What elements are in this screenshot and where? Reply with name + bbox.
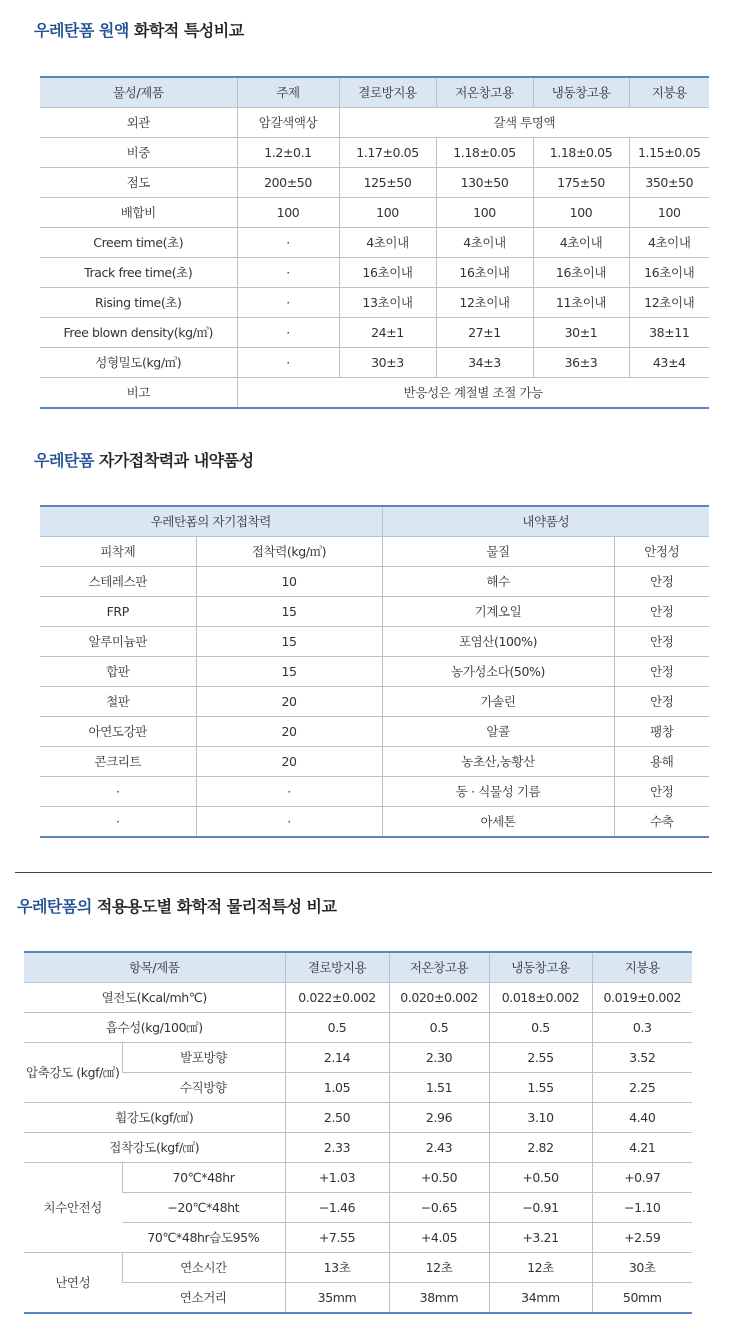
cell: 해수 [382,566,614,596]
cell: 100 [436,197,533,227]
cell: 0.020±0.002 [389,982,489,1012]
cell: 안정 [614,686,709,716]
cell: +0.50 [389,1162,489,1192]
table-row [24,1222,692,1252]
cell: 24±1 [339,317,436,347]
cell: 30초 [592,1252,692,1282]
table-row [40,686,709,716]
cell: 안정 [614,656,709,686]
cell: 15 [196,626,382,656]
cell: 알루미늄판 [40,626,196,656]
cell: 100 [533,197,629,227]
sub-header: 물질 [382,536,614,566]
cell: 4.40 [592,1102,692,1132]
cell: 175±50 [533,167,629,197]
row-label-note: 비고 [40,377,237,408]
cell: 1.2±0.1 [237,137,339,167]
cell: 34±3 [436,347,533,377]
cell: 15 [196,656,382,686]
cell: 3.52 [592,1042,692,1072]
cell: 3.10 [489,1102,592,1132]
cell: · [237,317,339,347]
cell: 0.022±0.002 [285,982,389,1012]
cell: +3.21 [489,1222,592,1252]
cell: 20 [196,686,382,716]
cell: 1.05 [285,1072,389,1102]
cell: 4초이내 [533,227,629,257]
cell: 34mm [489,1282,592,1313]
cell: 4초이내 [436,227,533,257]
sub-header: 안정성 [614,536,709,566]
cell: 13초이내 [339,287,436,317]
cell: · [237,347,339,377]
row-label: 휨강도(kgf/㎠) [24,1102,285,1132]
row-label: 접착강도(kgf/㎠) [24,1132,285,1162]
cell: 콘크리트 [40,746,196,776]
sub-header: 접착력(kg/㎥) [196,536,382,566]
cell: 30±1 [533,317,629,347]
cell: −0.91 [489,1192,592,1222]
cell: 50mm [592,1282,692,1313]
cell: 13초 [285,1252,389,1282]
header-cell: 항목/제품 [24,952,285,982]
cell: 4.21 [592,1132,692,1162]
header-cell: 냉동창고용 [489,952,592,982]
table-row [24,982,692,1012]
adhesion-chemical-resistance-table [40,505,709,838]
row-label: 발포방향 [122,1042,285,1072]
header-cell: 주제 [237,77,339,107]
table-row [40,137,709,167]
cell: 4초이내 [629,227,709,257]
table-row [40,167,709,197]
header-cell: 결로방지용 [339,77,436,107]
group-label-dimensional: 치수안전성 [24,1162,122,1252]
header-cell: 저온창고용 [389,952,489,982]
cell: 12초이내 [629,287,709,317]
cell: 38±11 [629,317,709,347]
cell: · [237,287,339,317]
row-label: Creem time(초) [40,227,237,257]
cell: 수축 [614,806,709,837]
cell: 2.33 [285,1132,389,1162]
row-label: 성형밀도(kg/㎥) [40,347,237,377]
header-cell: 물성/제품 [40,77,237,107]
cell: 안정 [614,776,709,806]
cell: 0.019±0.002 [592,982,692,1012]
cell: 15 [196,596,382,626]
sub-header: 피착제 [40,536,196,566]
group-header-chemical: 내약품성 [382,506,709,536]
cell: 0.018±0.002 [489,982,592,1012]
cell: 아연도강판 [40,716,196,746]
cell: 43±4 [629,347,709,377]
row-label: 연소시간 [122,1252,285,1282]
cell: 2.25 [592,1072,692,1102]
table-row [40,626,709,656]
group-header-adhesion: 우레탄폼의 자기접착력 [40,506,382,536]
cell: · [196,776,382,806]
cell: +7.55 [285,1222,389,1252]
table-row [24,1192,692,1222]
section-title-adhesion-chemical: 우레탄폼 자가접착력과 내약품성 [34,451,254,470]
cell: 35mm [285,1282,389,1313]
table-row [24,1042,692,1072]
cell: 10 [196,566,382,596]
header-cell: 저온창고용 [436,77,533,107]
table-row [40,227,709,257]
cell: 16초이내 [339,257,436,287]
cell: 16초이내 [533,257,629,287]
table-row [40,287,709,317]
table-row [24,1012,692,1042]
table-row [40,257,709,287]
cell: 2.30 [389,1042,489,1072]
header-cell: 결로방지용 [285,952,389,982]
cell: +0.50 [489,1162,592,1192]
cell: 2.43 [389,1132,489,1162]
row-label: 70℃*48hr습도95% [122,1222,285,1252]
appearance-main: 암갈색액상 [237,107,339,137]
table-row [24,1162,692,1192]
cell: 1.51 [389,1072,489,1102]
table-row [24,1282,692,1313]
cell: 2.82 [489,1132,592,1162]
cell: 용해 [614,746,709,776]
cell: · [40,776,196,806]
cell: 12초 [489,1252,592,1282]
cell: −0.65 [389,1192,489,1222]
cell: 100 [237,197,339,227]
cell: 1.15±0.05 [629,137,709,167]
cell: 아세톤 [382,806,614,837]
cell: 2.50 [285,1102,389,1132]
cell: +0.97 [592,1162,692,1192]
cell: 팽창 [614,716,709,746]
cell: 4초이내 [339,227,436,257]
table-row [40,716,709,746]
cell: 27±1 [436,317,533,347]
cell: 기계오일 [382,596,614,626]
section-title-raw-liquid: 우레탄폼 원액 화학적 특성비교 [34,21,244,40]
header-cell: 지붕용 [592,952,692,982]
row-label: 수직방향 [122,1072,285,1102]
cell: 100 [339,197,436,227]
cell: 1.17±0.05 [339,137,436,167]
cell: 농초산,농황산 [382,746,614,776]
cell: 16초이내 [436,257,533,287]
cell: 20 [196,716,382,746]
cell: 0.5 [389,1012,489,1042]
note-value: 반응성은 계절별 조절 가능 [237,377,709,408]
cell: −1.10 [592,1192,692,1222]
header-cell: 지붕용 [629,77,709,107]
cell: 안정 [614,566,709,596]
row-label-appearance: 외관 [40,107,237,137]
cell: +1.03 [285,1162,389,1192]
raw-liquid-chemical-table [40,76,709,409]
cell: · [196,806,382,837]
cell: 알콜 [382,716,614,746]
table-row [40,806,709,837]
group-label-compression: 압축강도 (kgf/㎠) [24,1042,122,1102]
table-row [40,596,709,626]
appearance-others: 갈색 투명액 [339,107,709,137]
cell: 1.18±0.05 [533,137,629,167]
cell: 2.96 [389,1102,489,1132]
cell: +4.05 [389,1222,489,1252]
cell: 2.55 [489,1042,592,1072]
cell: 합판 [40,656,196,686]
cell: 1.18±0.05 [436,137,533,167]
row-label: Free blown density(kg/㎥) [40,317,237,347]
cell: 125±50 [339,167,436,197]
group-label-flame: 난연성 [24,1252,122,1313]
cell: 100 [629,197,709,227]
row-label: 열전도(Kcal/mh℃) [24,982,285,1012]
table-row [24,1132,692,1162]
table-row [24,1252,692,1282]
header-cell: 냉동창고용 [533,77,629,107]
cell: −1.46 [285,1192,389,1222]
cell: +2.59 [592,1222,692,1252]
row-label: −20℃*48ht [122,1192,285,1222]
cell: 11초이내 [533,287,629,317]
cell: FRP [40,596,196,626]
cell: 안정 [614,596,709,626]
row-label: 배합비 [40,197,237,227]
table-row [24,1072,692,1102]
row-label: 점도 [40,167,237,197]
cell: 0.5 [489,1012,592,1042]
cell: 12초이내 [436,287,533,317]
table-row [40,656,709,686]
row-label: 비중 [40,137,237,167]
section-divider [15,872,712,873]
cell: 농가성소다(50%) [382,656,614,686]
cell: · [237,257,339,287]
cell: 200±50 [237,167,339,197]
application-properties-table [24,951,692,1314]
cell: 2.14 [285,1042,389,1072]
cell: 0.5 [285,1012,389,1042]
cell: 20 [196,746,382,776]
table-row [40,566,709,596]
cell: 12초 [389,1252,489,1282]
row-label: Rising time(초) [40,287,237,317]
row-label: 70℃*48hr [122,1162,285,1192]
cell: 동 · 식물성 기름 [382,776,614,806]
cell: 350±50 [629,167,709,197]
cell: 가솔린 [382,686,614,716]
cell: 16초이내 [629,257,709,287]
row-label: 연소거리 [122,1282,285,1313]
cell: · [40,806,196,837]
cell: 포염산(100%) [382,626,614,656]
table-row [40,317,709,347]
cell: 스테레스판 [40,566,196,596]
cell: 130±50 [436,167,533,197]
cell: 안정 [614,626,709,656]
table-row [24,1102,692,1132]
cell: · [237,227,339,257]
table-row [40,347,709,377]
cell: 36±3 [533,347,629,377]
cell: 1.55 [489,1072,592,1102]
table-row [40,776,709,806]
row-label: 흡수성(kg/100㎠) [24,1012,285,1042]
cell: 38mm [389,1282,489,1313]
table-row [40,197,709,227]
cell: 30±3 [339,347,436,377]
row-label: Track free time(초) [40,257,237,287]
cell: 0.3 [592,1012,692,1042]
section-title-physical-properties: 우레탄폼의 적용용도별 화학적 물리적특성 비교 [17,897,337,916]
cell: 철판 [40,686,196,716]
table-row [40,746,709,776]
